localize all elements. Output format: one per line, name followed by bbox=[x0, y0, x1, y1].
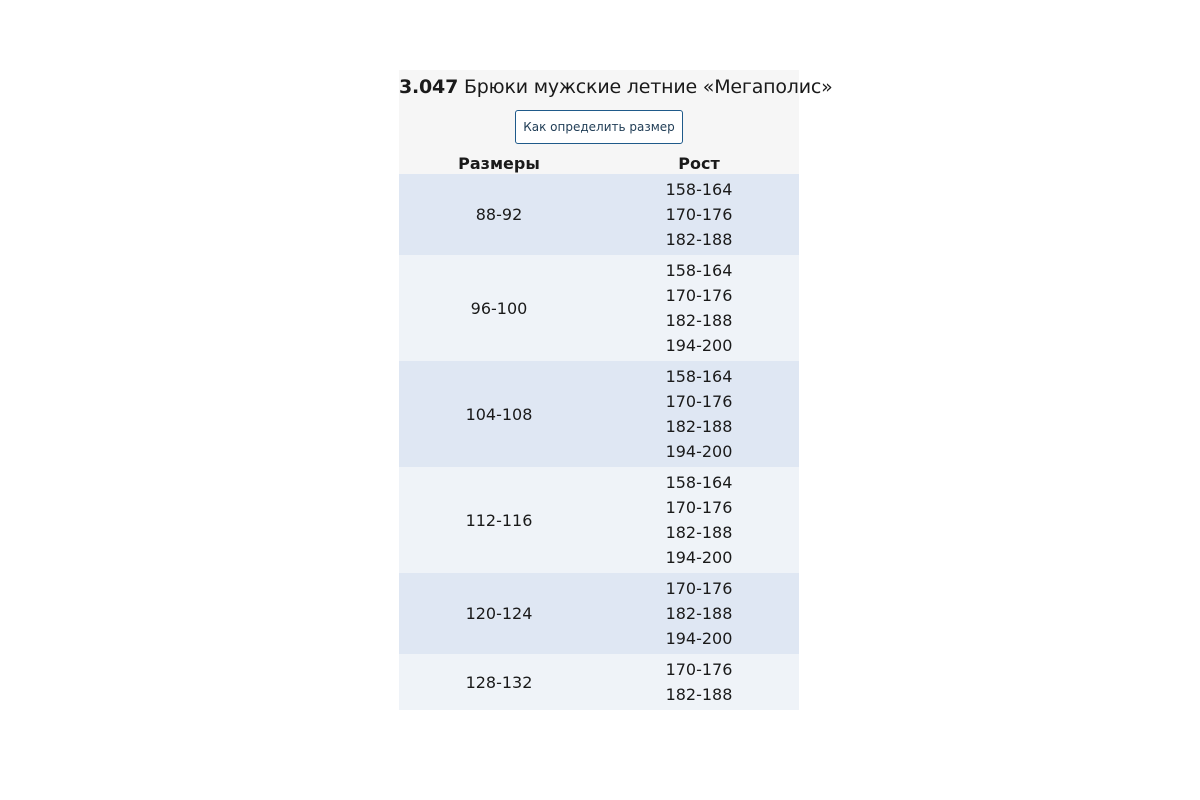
how-to-determine-size-button[interactable]: Как определить размер bbox=[515, 110, 683, 144]
table-row bbox=[399, 255, 799, 361]
column-header-height: Рост bbox=[599, 144, 799, 174]
table-header-row bbox=[399, 144, 799, 174]
height-value: 158-164 bbox=[665, 261, 733, 280]
column-header-sizes: Размеры bbox=[399, 144, 599, 174]
size-table bbox=[399, 144, 799, 710]
height-value: 170-176 bbox=[665, 286, 733, 305]
height-cell bbox=[599, 654, 799, 710]
height-value: 182-188 bbox=[665, 311, 733, 330]
height-value: 170-176 bbox=[665, 498, 733, 517]
height-value: 182-188 bbox=[665, 523, 733, 542]
table-row bbox=[399, 573, 799, 654]
height-value: 182-188 bbox=[665, 230, 733, 249]
product-code: 3.047 bbox=[399, 76, 459, 98]
size-cell: 88-92 bbox=[399, 174, 599, 255]
height-value: 182-188 bbox=[665, 604, 733, 623]
height-value: 170-176 bbox=[665, 579, 733, 598]
size-cell: 128-132 bbox=[399, 654, 599, 710]
height-value: 158-164 bbox=[665, 180, 733, 199]
height-cell bbox=[599, 467, 799, 573]
height-value: 170-176 bbox=[665, 205, 733, 224]
size-table-body bbox=[399, 174, 799, 710]
height-cell bbox=[599, 573, 799, 654]
size-cell: 104-108 bbox=[399, 361, 599, 467]
product-title bbox=[399, 76, 833, 98]
size-cell: 120-124 bbox=[399, 573, 599, 654]
table-row bbox=[399, 654, 799, 710]
height-value: 158-164 bbox=[665, 473, 733, 492]
size-cell: 96-100 bbox=[399, 255, 599, 361]
height-value: 194-200 bbox=[665, 336, 733, 355]
height-value: 194-200 bbox=[665, 629, 733, 648]
height-cell bbox=[599, 255, 799, 361]
height-value: 170-176 bbox=[665, 392, 733, 411]
height-value: 194-200 bbox=[665, 548, 733, 567]
table-row bbox=[399, 361, 799, 467]
height-value: 170-176 bbox=[665, 660, 733, 679]
height-cell bbox=[599, 361, 799, 467]
table-row bbox=[399, 467, 799, 573]
table-row bbox=[399, 174, 799, 255]
size-chart-card bbox=[399, 70, 833, 710]
size-cell: 112-116 bbox=[399, 467, 599, 573]
height-value: 182-188 bbox=[665, 685, 733, 704]
height-value: 182-188 bbox=[665, 417, 733, 436]
product-name: Брюки мужские летние «Мегаполис» bbox=[463, 76, 833, 98]
height-value: 158-164 bbox=[665, 367, 733, 386]
size-chart-header bbox=[399, 70, 833, 144]
height-value: 194-200 bbox=[665, 442, 733, 461]
height-cell bbox=[599, 174, 799, 255]
